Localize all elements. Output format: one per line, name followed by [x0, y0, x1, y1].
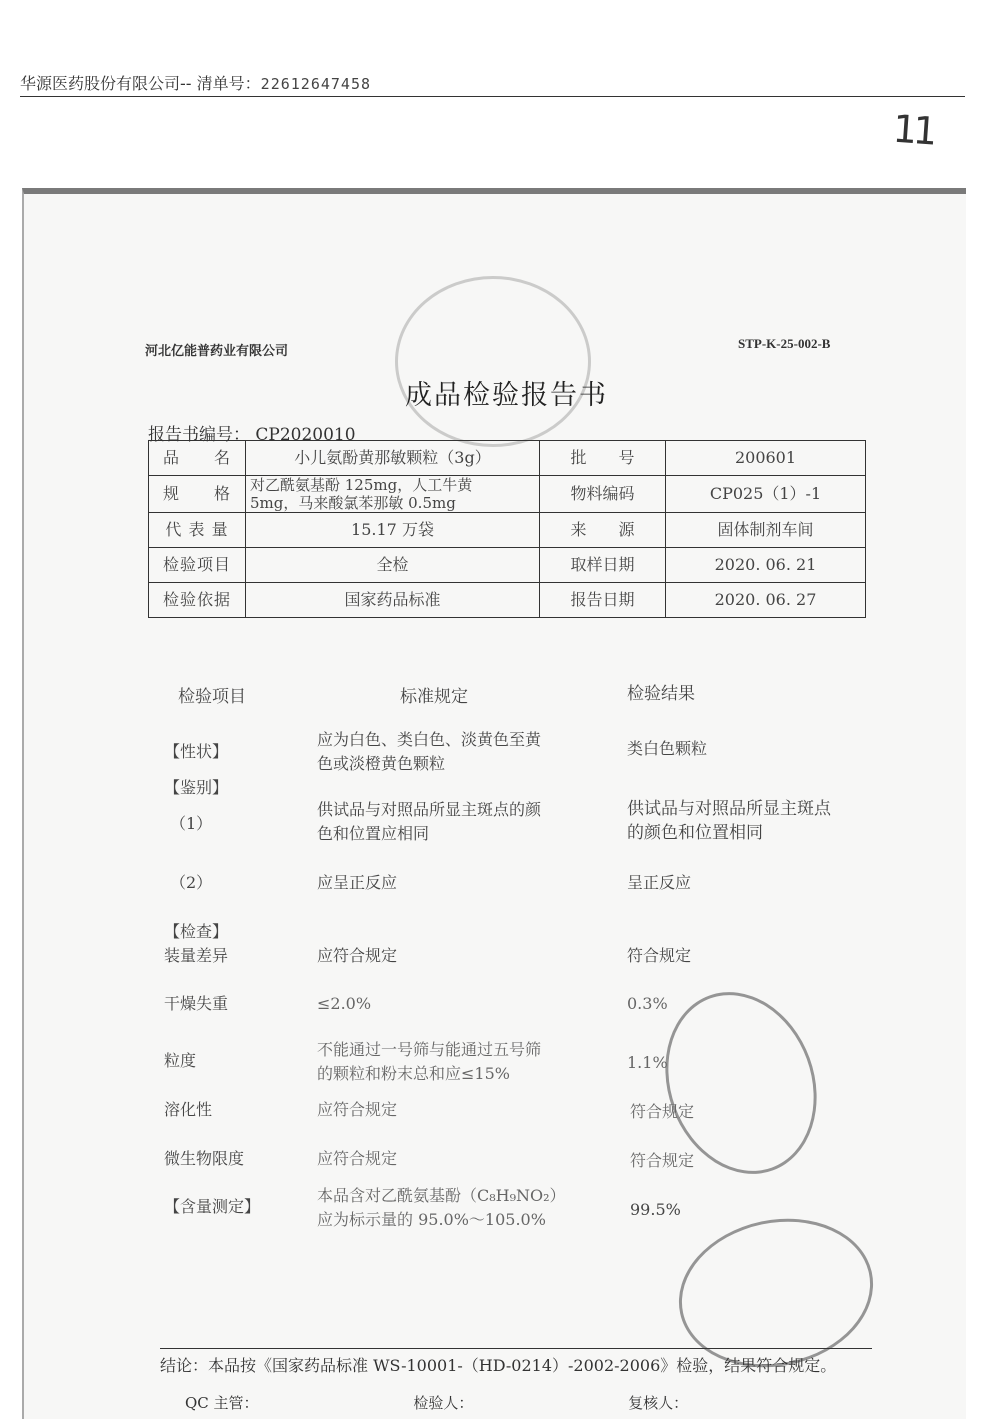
micro-result: 符合规定 [630, 1151, 695, 1170]
appearance-standard-line-1: 应为白色、类白色、淡黄色至黄 [317, 730, 542, 749]
table-row [149, 441, 866, 476]
assay-standard-line-2: 应为标示量的 95.0%～105.0% [317, 1210, 546, 1229]
solubility-result: 符合规定 [630, 1102, 695, 1121]
spec-line-1: 对乙酰氨基酚 125mg，人工牛黄 [250, 476, 473, 494]
fill-label: 装量差异 [164, 946, 229, 965]
qc-supervisor-label: QC 主管： [185, 1394, 259, 1412]
material-code-value: CP025（1）-1 [666, 476, 866, 513]
id1-result [627, 797, 831, 845]
appearance-standard-line-2: 色或淡橙黄色颗粒 [317, 754, 446, 773]
signers-row [185, 1392, 838, 1413]
table-row [149, 548, 866, 583]
header-list-number: 22612647458 [260, 75, 372, 93]
report-date-label: 报告日期 [540, 583, 666, 618]
fill-result: 符合规定 [627, 946, 692, 965]
id1-standard [317, 798, 541, 846]
company-seal-stamp [395, 276, 591, 447]
assay-result: 99.5% [630, 1200, 681, 1219]
solubility-label: 溶化性 [164, 1100, 213, 1119]
id1-standard-line-2: 色和位置应相同 [317, 824, 430, 843]
appearance-label: 【性状】 [164, 742, 229, 761]
fill-standard: 应符合规定 [317, 946, 398, 965]
drying-label: 干燥失重 [164, 994, 229, 1013]
basis-label: 检验依据 [149, 583, 246, 618]
header-list-label: 清单号： [196, 74, 261, 93]
document-title: 成品检验报告书 [405, 380, 608, 411]
document-code: STP-K-25-002-B [738, 336, 831, 351]
report-date-value: 2020. 06. 27 [666, 583, 866, 618]
test-items-value: 全检 [246, 548, 540, 583]
results-head-standard: 标准规定 [400, 687, 468, 707]
source-label: 来 源 [540, 513, 666, 548]
id1-result-line-2: 的颜色和位置相同 [627, 823, 763, 843]
particle-result: 1.1% [627, 1053, 668, 1072]
solubility-standard: 应符合规定 [317, 1100, 398, 1119]
particle-label: 粒度 [164, 1051, 197, 1070]
particle-standard [317, 1038, 541, 1086]
identification-label: 【鉴别】 [164, 778, 229, 797]
results-head-result: 检验结果 [627, 684, 695, 704]
appearance-standard [317, 728, 541, 776]
basis-value: 国家药品标准 [246, 583, 540, 618]
spec-value [246, 476, 540, 513]
drying-standard: ≤2.0% [317, 994, 372, 1013]
table-row [149, 476, 866, 513]
report-number-value: CP2020010 [255, 425, 356, 445]
source-value: 固体制剂车间 [666, 513, 866, 548]
assay-standard [317, 1184, 566, 1232]
header-company: 华源医药股份有限公司-- [20, 74, 192, 93]
reviewer-label: 复核人： [628, 1394, 689, 1412]
assay-label: 【含量测定】 [164, 1197, 261, 1216]
id1-standard-line-1: 供试品与对照品所显主斑点的颜 [317, 800, 542, 819]
spec-line-2: 5mg，马来酸氯苯那敏 0.5mg [250, 494, 456, 512]
table-row [149, 583, 866, 618]
table-row [149, 513, 866, 548]
appearance-result: 类白色颗粒 [627, 739, 708, 758]
drying-result: 0.3% [627, 994, 668, 1013]
spec-label: 规 格 [149, 476, 246, 513]
product-name-value: 小儿氨酚黄那敏颗粒（3g） [246, 441, 540, 476]
id2-label: （2） [170, 873, 213, 892]
sample-date-value: 2020. 06. 21 [666, 548, 866, 583]
id1-label: （1） [170, 814, 213, 833]
conclusion: 结论：本品按《国家药品标准 WS-10001-（HD-0214）-2002-2006》检验，结果符合规定。 [160, 1348, 872, 1376]
quantity-value: 15.17 万袋 [246, 513, 540, 548]
id2-result: 呈正反应 [627, 873, 692, 892]
test-items-label: 检验项目 [149, 548, 246, 583]
batch-label: 批 号 [540, 441, 666, 476]
material-code-label: 物料编码 [540, 476, 666, 513]
top-header [20, 74, 965, 97]
assay-standard-line-1: 本品含对乙酰氨基酚（C₈H₉NO₂） [317, 1186, 566, 1205]
micro-standard: 应符合规定 [317, 1149, 398, 1168]
sample-date-label: 取样日期 [540, 548, 666, 583]
product-info-table [148, 440, 866, 618]
results-head-item: 检验项目 [178, 687, 246, 707]
id2-standard: 应呈正反应 [317, 873, 398, 892]
inspector-label: 检验人： [413, 1394, 474, 1412]
inspection-label: 【检查】 [164, 922, 229, 941]
report-number-label: 报告书编号： [148, 425, 250, 445]
batch-value: 200601 [666, 441, 866, 476]
id1-result-line-1: 供试品与对照品所显主斑点 [627, 799, 831, 819]
quantity-label: 代 表 量 [149, 513, 246, 548]
particle-standard-line-2: 的颗粒和粉末总和应≤15% [317, 1064, 510, 1083]
product-name-label: 品 名 [149, 441, 246, 476]
micro-label: 微生物限度 [164, 1149, 245, 1168]
handwritten-page-mark: 11 [891, 106, 935, 154]
manufacturer-name: 河北亿能普药业有限公司 [145, 344, 289, 359]
particle-standard-line-1: 不能通过一号筛与能通过五号筛 [317, 1040, 542, 1059]
